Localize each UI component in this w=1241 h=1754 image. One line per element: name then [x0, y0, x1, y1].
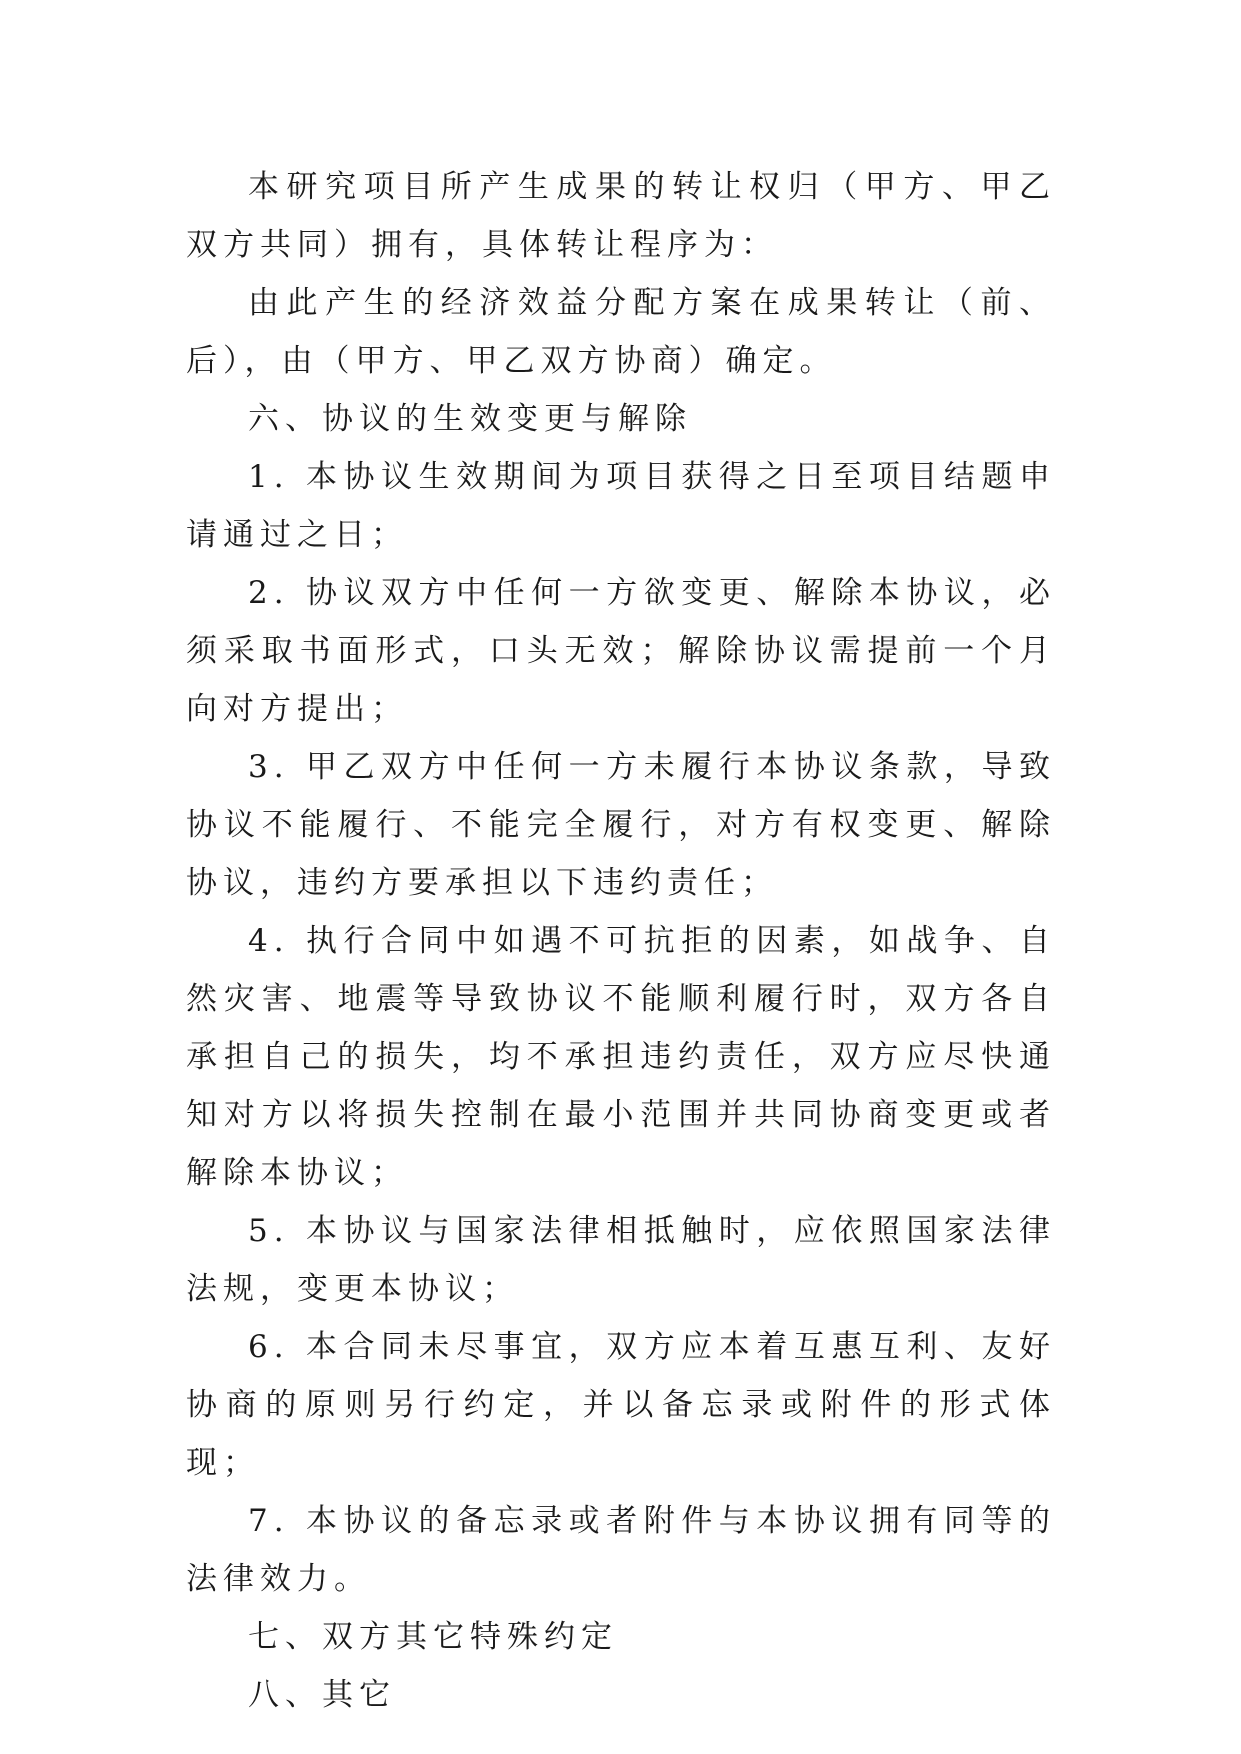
section-heading-special-agreements: 七、双方其它特殊约定 — [248, 1619, 618, 1655]
document-body — [186, 158, 1056, 1724]
clause-7: 7. 本协议的备忘录或者附件与本协议拥有同等的法律效力。 — [186, 1503, 1056, 1597]
clause-6: 6. 本合同未尽事宜，双方应本着互惠互利、友好协商的原则另行约定，并以备忘录或附件的形式体现； — [186, 1329, 1056, 1481]
section-heading-other: 八、其它 — [248, 1677, 396, 1713]
clause-5: 5. 本协议与国家法律相抵触时，应依照国家法律法规，变更本协议； — [186, 1213, 1056, 1307]
clause-3: 3. 甲乙双方中任何一方未履行本协议条款，导致协议不能履行、不能完全履行，对方有权变更、解除协议，违约方要承担以下违约责任； — [186, 749, 1056, 901]
clause-1: 1. 本协议生效期间为项目获得之日至项目结题申请通过之日； — [186, 459, 1056, 553]
paragraph-result-transfer: 本研究项目所产生成果的转让权归（甲方、甲乙双方共同）拥有，具体转让程序为： — [186, 169, 1056, 263]
paragraph-benefit-distribution: 由此产生的经济效益分配方案在成果转让（前、后），由（甲方、甲乙双方协商）确定。 — [186, 285, 1056, 379]
clause-2: 2. 协议双方中任何一方欲变更、解除本协议，必须采取书面形式，口头无效；解除协议需提前一个月向对方提出； — [186, 575, 1056, 727]
section-heading-effect-change-termination: 六、协议的生效变更与解除 — [248, 401, 692, 437]
clause-4: 4. 执行合同中如遇不可抗拒的因素，如战争、自然灾害、地震等导致协议不能顺利履行时，双方各自承担自己的损失，均不承担违约责任，双方应尽快通知对方以将损失控制在最小范围并共同协商变更或者解除本协议； — [186, 923, 1056, 1191]
